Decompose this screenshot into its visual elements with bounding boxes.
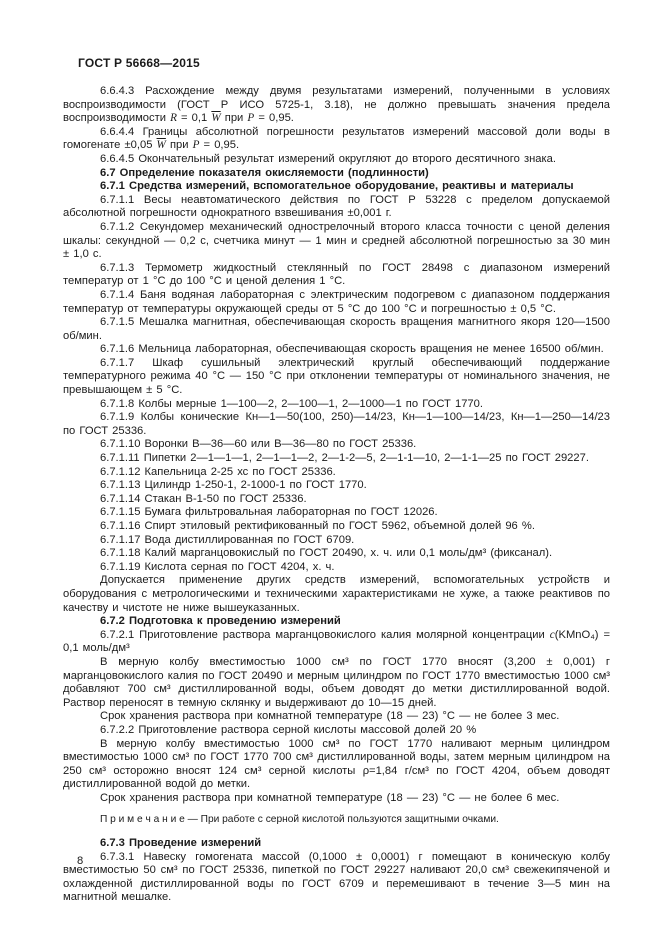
heading-6-7-3: 6.7.3 Проведение измерений: [100, 836, 262, 849]
paragraph-6-7-1-1: 6.7.1.1 Весы неавтоматического действия по ГОСТ Р 53228 с пределом допускаемой абсолютной погрешности однократного взвешивания ±0,001 г.: [63, 193, 610, 220]
text-run: при: [165, 139, 193, 152]
document-header: ГОСТ Р 56668—2015: [78, 56, 200, 70]
paragraph-6-7-1-2: 6.7.1.2 Секундомер механический однострелочный второго класса точности с ценой деления шкалы: секундной — 0,2 с, счетчика минут — 1 мин и средней абсолютной погрешностью за 30 мин ± 1,0 с.: [63, 220, 610, 261]
var-W-overline: $\overline{W}$: [211, 112, 221, 125]
paragraph-storage-6-months: Срок хранения раствора при комнатной температуре (18 — 23) °С — не более 6 мес.: [100, 791, 560, 804]
paragraph-6-7-1-8: 6.7.1.8 Колбы мерные 1—100—2, 2—100—1, 2—1000—1 по ГОСТ 1770.: [100, 397, 483, 410]
text-run: (KMnO₄) = 0,1 моль/дм³: [63, 628, 610, 655]
heading-6-7: 6.7 Определение показателя окисляемости (подлинности): [100, 166, 429, 179]
paragraph-allowance: Допускается применение других средств измерений, вспомогательных устройств и оборудования с метрологическими и техническими характеристиками не хуже, а также реактивов по качеству и чистоте не ниже вышеуказанных.: [63, 574, 610, 614]
paragraph-6-7-1-15: 6.7.1.15 Бумага фильтровальная лабораторная по ГОСТ 12026.: [100, 506, 438, 519]
text-run: = 0,1: [176, 112, 212, 125]
var-c: c: [549, 628, 555, 641]
paragraph-6-7-3-1: 6.7.3.1 Навеску гомогената массой (0,1000 ± 0,0001) г помещают в коническую колбу вместимостью 50 см³ по ГОСТ 25336, пипеткой по ГОСТ 29227 наливают 20,0 см³ свежекипяченой и охлажденной дистиллированной воды по ГОСТ 6709 и перемешивают в течение 3—5 мин на магнитной мешалке.: [63, 850, 610, 904]
paragraph-6-7-2-2: 6.7.2.2 Приготовление раствора серной кислоты массовой долей 20 %: [100, 723, 477, 736]
text-run: = 0,95.: [199, 139, 240, 152]
paragraph-6-7-1-13: 6.7.1.13 Цилиндр 1-250-1, 2-1000-1 по ГОСТ 1770.: [100, 479, 367, 492]
var-P: P: [247, 112, 255, 125]
heading-6-7-1: 6.7.1 Средства измерений, вспомогательное оборудование, реактивы и материалы: [100, 180, 574, 193]
text-run: = 0,95.: [254, 112, 294, 125]
paragraph-6-7-1-16: 6.7.1.16 Спирт этиловый ректификованный по ГОСТ 5962, объемной долей 96 %.: [100, 520, 535, 532]
var-W-overline: $\overline{W}$: [156, 139, 166, 152]
paragraph-6-7-1-17: 6.7.1.17 Вода дистиллированная по ГОСТ 6709.: [100, 533, 355, 546]
paragraph-6-7-1-3: 6.7.1.3 Термометр жидкостный стеклянный по ГОСТ 28498 с диапазоном измерений температур от 1 °С до 100 °С и ценой деления 1 °С.: [63, 261, 610, 288]
paragraph-6-7-1-19: 6.7.1.19 Кислота серная по ГОСТ 4204, х. ч.: [100, 560, 335, 573]
paragraph-sulfuric-acid-solution: В мерную колбу вместимостью 1000 см³ по ГОСТ 1770 наливают мерным цилиндром вместимостью 1000 см³ по ГОСТ 1770 700 см³ дистиллированной воды, затем мерным цилиндром на 250 см³ осторожно вносят 124 см³ серной кислоты ρ=1,84 г/см³ по ГОСТ 4204, объем доводят дистиллированной водой до метки.: [63, 737, 610, 791]
paragraph-6-7-1-7: 6.7.1.7 Шкаф сушильный электрический круглый обеспечивающий поддержание температурного режима 40 °С — 150 °С при отклонении температуры от номинального значения, не превышающем ± 5 °С.: [63, 356, 610, 397]
paragraph-storage-3-months: Срок хранения раствора при комнатной температуре (18 — 23) °С — не более 3 мес.: [100, 710, 560, 723]
text-run: при: [220, 112, 248, 125]
paragraph-6-6-4-3: [63, 85, 610, 126]
paragraph-6-7-1-5: 6.7.1.5 Мешалка магнитная, обеспечивающая скорость вращения магнитного якоря 120—1500 об/мин.: [63, 316, 610, 342]
note-safety: П р и м е ч а н и е — При работе с серной кислотой пользуются защитными очками.: [100, 814, 499, 826]
text-run: 6.7.2.1 Приготовление раствора марганцовокислого калия молярной концентрации: [100, 628, 550, 641]
paragraph-permanganate-solution: В мерную колбу вместимостью 1000 см³ по ГОСТ 1770 вносят (3,200 ± 0,001) г марганцовокислого калия по ГОСТ 20490 и мерным цилиндром по ГОСТ 1770 вместимостью 1000 см³ добавляют 700 см³ дистиллированной воды, объем доводят до метки дистиллированной водой. Раствор переносят в темную склянку и выдерживают до 10—15 дней.: [63, 655, 610, 709]
paragraph-6-7-2-1: [63, 629, 610, 656]
paragraph-6-7-1-10: 6.7.1.10 Воронки В—36—60 или В—36—80 по ГОСТ 25336.: [100, 438, 417, 451]
paragraph-6-7-1-11: 6.7.1.11 Пипетки 2—1—1—1, 2—1—1—2, 2—1-2—5, 2—1-1—10, 2—1-1—25 по ГОСТ 29227.: [100, 452, 589, 465]
paragraph-6-6-4-4: [63, 126, 610, 153]
paragraph-6-7-1-12: 6.7.1.12 Капельница 2-25 хс по ГОСТ 25336.: [100, 465, 336, 478]
paragraph-6-6-4-5: 6.6.4.5 Окончательный результат измерений округляют до второго десятичного знака.: [100, 152, 556, 165]
paragraph-6-7-1-9: 6.7.1.9 Колбы конические Кн—1—50(100, 250)—14/23, Кн—1—100—14/23, Кн—1—250—14/23 по ГОСТ 25336.: [63, 411, 610, 437]
var-P: P: [192, 139, 200, 152]
heading-6-7-2: 6.7.2 Подготовка к проведению измерений: [100, 615, 341, 628]
var-R: R: [170, 112, 177, 125]
paragraph-6-7-1-14: 6.7.1.14 Стакан В-1-50 по ГОСТ 25336.: [100, 492, 307, 505]
text-run: 6.6.4.3 Расхождение между двумя результатами измерений, полученными в условиях воспроизводимости (ГОСТ Р ИСО 5725-1, 3.18), не должно превышать значения предела воспроизводимости: [63, 85, 610, 125]
paragraph-6-7-1-4: 6.7.1.4 Баня водяная лабораторная с электрическим подогревом с диапазоном поддержания температур от температуры окружающей среды от 5 °С до 100 °С и погрешностью ± 0,5 °С.: [63, 288, 610, 315]
paragraph-6-7-1-18: 6.7.1.18 Калий марганцовокислый по ГОСТ 20490, х. ч. или 0,1 моль/дм³ (фиксанал).: [100, 547, 553, 560]
page-number: 8: [77, 855, 84, 867]
text-run: 6.6.4.4 Границы абсолютной погрешности результатов измерений массовой доли воды в гомогенате ±0,05: [63, 125, 610, 152]
paragraph-6-7-1-6: 6.7.1.6 Мельница лабораторная, обеспечивающая скорость вращения не менее 16500 об/мин.: [100, 343, 604, 356]
